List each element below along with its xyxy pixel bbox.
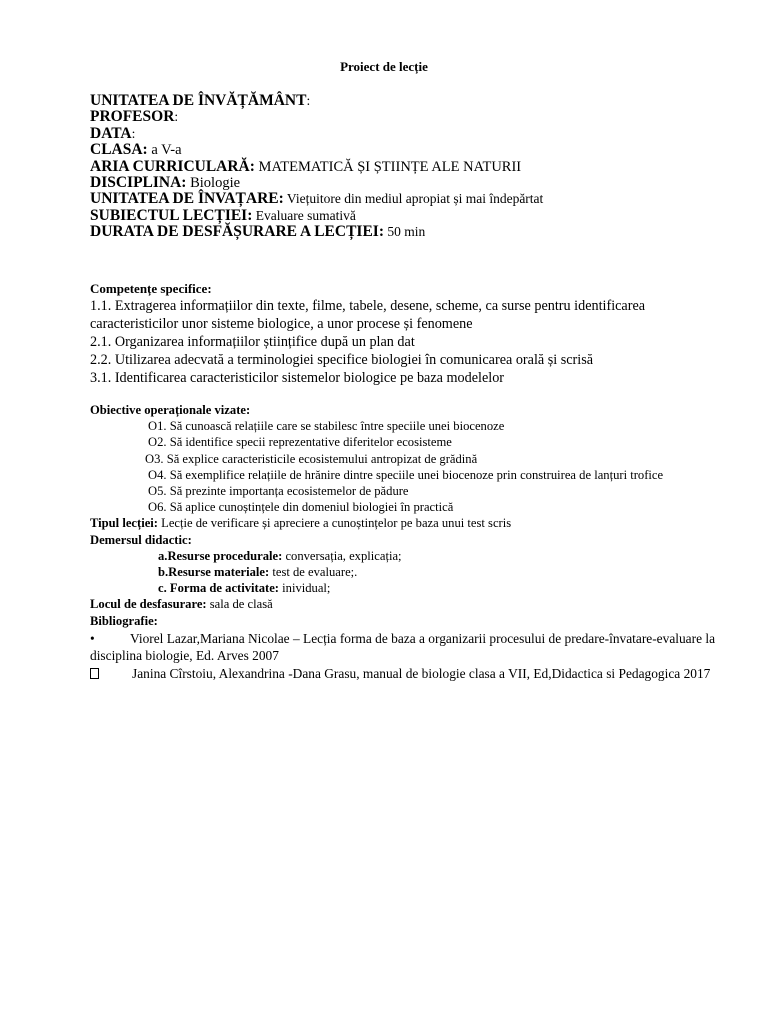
tipul-value: Lecție de verificare și apreciere a cunoștințelor pe baza unui test scris (157, 516, 512, 531)
resurse-procedurale-value: conversația, explicația; (282, 548, 402, 563)
unitatea-row (90, 93, 543, 109)
competente-list (90, 297, 730, 387)
locul-label: Locul de desfasurare: (90, 597, 207, 612)
unitatea-value: : (306, 93, 311, 108)
bullet-icon: • (90, 631, 95, 646)
obiectiv-item: O1. Să cunoască relațiile care se stabilesc între speciile unei biocenoze (148, 419, 505, 434)
subiect-label: SUBIECTUL LECȚIEI: (90, 206, 253, 224)
obiective-section (90, 402, 663, 629)
obiectiv-item: O3. Să explice caracteristicile ecosistemului antropizat de grădină (145, 451, 478, 466)
competenta-item: caracteristicilor unor sisteme biologice, a unor procese și fenomene (90, 316, 473, 332)
unitatea-label: UNITATEA DE ÎNVĂȚĂMÂNT (90, 92, 307, 109)
aria-label: ARIA CURRICULARĂ: (90, 157, 255, 175)
competenta-item: 1.1. Extragerea informațiilor din texte, filme, tabele, desene, scheme, ca surse pentru identificarea (90, 298, 646, 314)
bibliografie-title: Bibliografie: (90, 613, 158, 628)
missing-glyph-icon (90, 668, 99, 679)
bibliografie-text: Janina Cîrstoiu, Alexandrina -Dana Grasu, manual de biologie clasa a VII, Ed,Didactica si Pedagogica 2017 (132, 665, 711, 681)
locul-value: sala de clasă (206, 597, 273, 612)
subiect-row (90, 208, 543, 224)
durata-value: 50 min (384, 224, 426, 240)
obiectiv-item: O2. Să identifice specii reprezentative diferitelor ecosisteme (148, 435, 452, 450)
competenta-item: 2.2. Utilizarea adecvată a terminologiei specifice biologiei în comunicarea orală și scrisă (90, 352, 594, 368)
page-title: Proiect de lecție (340, 59, 428, 74)
competenta-item: 3.1. Identificarea caracteristicilor sistemelor biologice pe baza modelelor (90, 370, 505, 386)
obiective-title: Obiective operaționale vizate: (90, 403, 251, 417)
disciplina-label: DISCIPLINA: (90, 173, 187, 191)
competente-title: Competențe specifice: (90, 281, 212, 296)
aria-row (90, 159, 543, 175)
bibliografie-item (90, 630, 730, 665)
disciplina-value: Biologie (186, 174, 241, 191)
locul-row (90, 596, 663, 612)
clasa-label: CLASA: (90, 141, 148, 159)
durata-label: DURATA DE DESFĂȘURARE A LECȚIEI: (90, 223, 384, 241)
profesor-value: : (174, 109, 179, 125)
resurse-materiale-value: test de evaluare;. (269, 565, 358, 580)
resurse-materiale-label: b.Resurse materiale: (158, 565, 270, 580)
unitatea-invatare-row (90, 191, 543, 207)
tipul-label: Tipul lecției: (90, 516, 158, 531)
forma-activitate-row (90, 580, 663, 596)
unitatea-invatare-value: Viețuitore din mediul apropiat și mai îndepărtat (283, 191, 544, 207)
clasa-row (90, 142, 543, 158)
subiect-value: Evaluare sumativă (252, 207, 356, 223)
bibliografie-text: Viorel Lazar,Mariana Nicolae – Lecția forma de baza a organizarii procesului de predare-învatare-evaluare la disciplina biologie, Ed. Arves 2007 (90, 631, 716, 664)
resurse-procedurale-row (90, 548, 663, 564)
bibliografie-item (90, 665, 730, 682)
demersul-title: Demersul didactic: (90, 532, 192, 547)
bibliografie-list (90, 630, 730, 682)
forma-activitate-label: c. Forma de activitate: (158, 581, 279, 596)
data-row (90, 126, 543, 142)
profesor-row (90, 109, 543, 125)
tipul-row (90, 515, 663, 531)
competenta-item: 2.1. Organizarea informațiilor științifice după un plan dat (90, 334, 415, 350)
profesor-label: PROFESOR (90, 108, 175, 126)
forma-activitate-value: inividual; (279, 581, 331, 596)
unitatea-invatare-label: UNITATEA DE ÎNVAȚARE: (90, 190, 284, 208)
obiectiv-item: O5. Să prezinte importanța ecosistemelor de pădure (148, 484, 409, 499)
resurse-procedurale-label: a.Resurse procedurale: (158, 548, 283, 563)
durata-row (90, 224, 543, 240)
clasa-value: a V-a (147, 142, 182, 159)
resurse-materiale-row (90, 564, 663, 580)
obiectiv-item: O4. Să exemplifice relațiile de hrănire dintre speciile unei biocenoze prin construirea de lanțuri trofice (148, 467, 664, 482)
lesson-header (90, 93, 543, 241)
data-label: DATA (90, 124, 132, 142)
obiectiv-item: O6. Să aplice cunoștințele din domeniul biologiei în practică (148, 500, 454, 515)
disciplina-row (90, 175, 543, 191)
aria-value: MATEMATICĂ ȘI ȘTIINȚE ALE NATURII (254, 158, 522, 175)
data-value: : (131, 125, 136, 141)
